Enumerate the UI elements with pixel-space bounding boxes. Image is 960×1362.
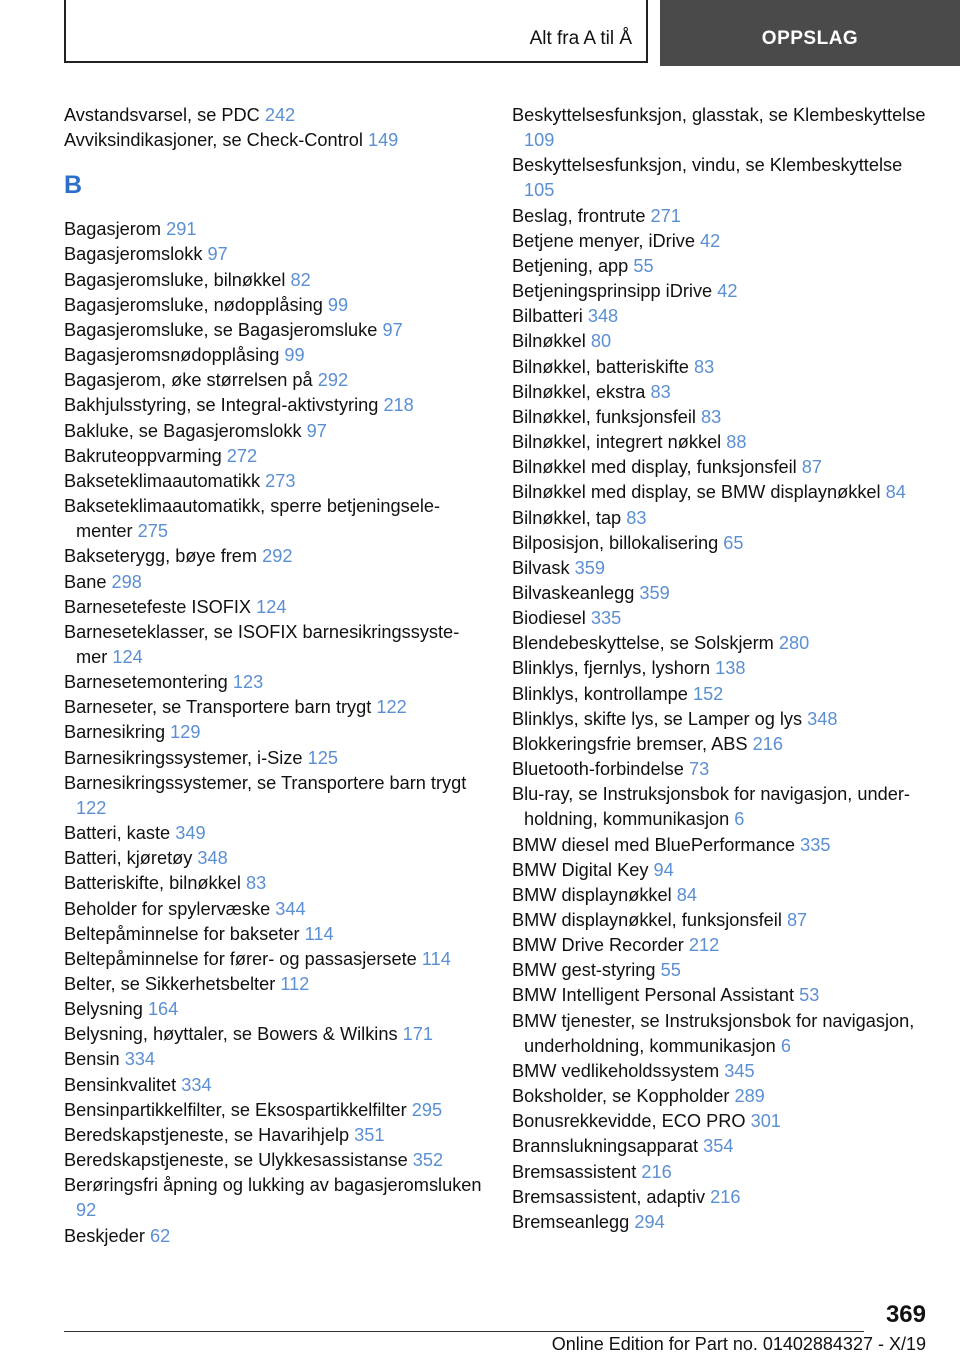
index-entry-text: Belter, se Sikkerhetsbelter: [64, 974, 276, 994]
page-reference-link[interactable]: 105: [524, 180, 555, 201]
page-reference-link[interactable]: 109: [524, 130, 555, 151]
index-entry-text: Bremseanlegg: [512, 1211, 630, 1232]
index-entry: [512, 380, 932, 405]
page-reference-link[interactable]: 216: [641, 1161, 672, 1182]
page-reference-link[interactable]: 216: [752, 733, 783, 754]
index-entry-text: Bagasjeromsnødopplåsing: [64, 345, 280, 366]
index-entry: [64, 871, 484, 896]
index-entry-text: Brannslukningsapparat: [512, 1136, 699, 1157]
page-reference-link[interactable]: 335: [590, 608, 622, 629]
index-entry-text: Barnesikringssystemer, i-Size: [64, 747, 303, 768]
index-entry-text: BMW vedlikeholdssystem: [512, 1060, 720, 1081]
index-entry-text: Bakseteklimaautomatikk, sperre betjeningselementer: [64, 496, 441, 542]
index-entry-text: Bilnøkkel, tap: [512, 507, 622, 528]
page-header: [0, 0, 960, 66]
index-entry-text: Bagasjeromsluke, se Bagasjeromsluke: [64, 319, 378, 340]
index-entry: [512, 581, 932, 606]
index-entry: [512, 958, 932, 983]
page-reference-link[interactable]: 272: [226, 445, 258, 466]
index-column-right: [512, 103, 932, 1235]
page-reference-link[interactable]: 359: [574, 557, 606, 578]
index-entry-text: Bakluke, se Bagasjeromslokk: [64, 420, 302, 441]
index-entry: [512, 153, 932, 203]
page-reference-link[interactable]: 125: [307, 747, 338, 768]
index-entry-text: Batteri, kjøretøy: [64, 848, 193, 869]
page-reference-link[interactable]: 280: [778, 633, 810, 654]
index-entry-text: BMW Drive Recorder: [512, 935, 684, 956]
index-entry: [64, 128, 484, 153]
page-reference-link[interactable]: 97: [382, 319, 403, 340]
index-entry-text: Bilnøkkel med display, funksjonsfeil: [512, 457, 797, 478]
index-entry: [64, 570, 484, 595]
index-entry: [512, 254, 932, 279]
index-entry-text: Bilnøkkel: [512, 331, 586, 352]
index-entry: [64, 469, 484, 494]
index-entry-text: Beskyttelsesfunksjon, glasstak, se Klembeskyttelse: [512, 105, 926, 125]
index-entry: [64, 1123, 484, 1148]
index-entry-text: Bakseteklimaautomatikk: [64, 470, 261, 491]
page-reference-link[interactable]: 6: [734, 809, 745, 830]
page-reference-link[interactable]: 97: [207, 244, 228, 265]
page-reference-link[interactable]: 87: [801, 457, 823, 478]
index-entry-text: Beltepåminnelse for bakseter: [64, 923, 300, 944]
index-entry: [64, 947, 484, 972]
page-reference-link[interactable]: 292: [262, 546, 293, 567]
index-entry-text: Blinklys, skifte lys, se Lamper og lys: [512, 708, 803, 729]
index-entry-text: Beholder for spylervæske: [64, 898, 271, 919]
header-section-box: [660, 0, 960, 66]
index-entry-text: Berøringsfri åpning og lukking av bagasjeromsluken: [64, 1175, 482, 1196]
page-reference-link[interactable]: 289: [734, 1086, 765, 1107]
index-entry-text: Bilvaskeanlegg: [512, 582, 635, 603]
index-entry: [64, 343, 484, 368]
index-entry: [512, 480, 932, 505]
page-reference-link[interactable]: 218: [383, 395, 414, 416]
index-entry-text: Betjeningsprinsipp iDrive: [512, 281, 713, 302]
index-entry: [512, 682, 932, 707]
index-entry-text: Beredskapstjeneste, se Ulykkesassistanse: [64, 1150, 408, 1171]
page-reference-link[interactable]: 83: [626, 507, 647, 528]
index-entry-text: Bilnøkkel, batteriskifte: [512, 356, 689, 377]
index-entry: [512, 229, 932, 254]
index-entry: [512, 833, 932, 858]
index-entry-text: Blinklys, kontrollampe: [512, 683, 688, 704]
index-entry: [64, 1148, 484, 1173]
index-entry-text: Avviksindikasjoner, se Check-Control: [64, 130, 363, 151]
index-entry-text: BMW gest-styring: [512, 960, 656, 981]
index-entry-text: Bane: [64, 571, 107, 592]
index-entry: [512, 430, 932, 455]
page-number: 369: [885, 1301, 926, 1328]
page-reference-link[interactable]: 295: [411, 1099, 443, 1120]
index-entry-text: Bilnøkkel, funksjonsfeil: [512, 406, 696, 427]
index-entry: [64, 595, 484, 620]
page-reference-link[interactable]: 122: [376, 697, 407, 718]
index-entry-text: Batteri, kaste: [64, 823, 171, 844]
index-entry-text: Bremsassistent: [512, 1161, 637, 1182]
index-entry-text: Biodiesel: [512, 608, 586, 629]
index-entry: [512, 757, 932, 782]
index-entry-text: BMW displaynøkkel, funksjonsfeil: [512, 910, 782, 930]
index-entry: [512, 405, 932, 430]
index-entry: [64, 1098, 484, 1123]
index-entry: [64, 1073, 484, 1098]
index-entry: [512, 531, 932, 556]
page-reference-link[interactable]: 114: [304, 923, 334, 944]
page-reference-link[interactable]: 292: [317, 370, 349, 391]
index-entry: [64, 368, 484, 393]
index-entry: [64, 494, 484, 544]
index-entry: [64, 544, 484, 569]
index-entry-text: BMW Digital Key: [512, 859, 649, 880]
page-reference-link[interactable]: 149: [367, 130, 399, 151]
index-entry: [64, 242, 484, 267]
index-entry: [512, 1059, 932, 1084]
index-entry: [64, 318, 484, 343]
index-entry-text: Bremsassistent, adaptiv: [512, 1186, 706, 1207]
page-reference-link[interactable]: 88: [726, 432, 747, 453]
index-entry: [512, 933, 932, 958]
page-reference-link[interactable]: 291: [166, 219, 197, 240]
page-reference-link[interactable]: 123: [232, 672, 264, 693]
page-reference-link[interactable]: 97: [306, 420, 327, 441]
page-reference-link[interactable]: 114: [421, 948, 451, 969]
index-entry-text: Bagasjeromsluke, bilnøkkel: [64, 269, 286, 290]
page-reference-link[interactable]: 359: [639, 582, 670, 603]
index-entry: [512, 506, 932, 531]
index-entry-text: BMW Intelligent Personal Assistant: [512, 985, 795, 1006]
index-entry: [512, 455, 932, 480]
index-entry-text: Blokkeringsfrie bremser, ABS: [512, 733, 748, 754]
index-entry-text: Bagasjerom: [64, 219, 162, 240]
index-entry: [64, 922, 484, 947]
index-entry: [64, 997, 484, 1022]
section-label: OPPSLAG: [761, 28, 859, 49]
page-reference-link[interactable]: 298: [111, 571, 142, 592]
index-entry-text: Beltepåminnelse for fører- og passasjersete: [64, 948, 417, 969]
index-entry-text: Belysning: [64, 999, 143, 1020]
index-entry-text: BMW diesel med BluePerformance: [512, 834, 796, 855]
index-entry-text: Bensinkvalitet: [64, 1074, 177, 1095]
index-letter-heading: B: [64, 171, 83, 200]
index-entry: [512, 883, 932, 908]
page-reference-link[interactable]: 352: [412, 1150, 444, 1171]
page-reference-link[interactable]: 212: [688, 935, 720, 956]
index-entry-text: Barneseteklasser, se ISOFIX barnesikringssystemer: [64, 621, 460, 667]
index-entry-text: Bilvask: [512, 557, 570, 578]
page-reference-link[interactable]: 99: [327, 294, 349, 315]
footer-edition: Online Edition for Part no. 01402884327 - X/19: [551, 1334, 926, 1354]
index-entry: [64, 720, 484, 745]
page-reference-link[interactable]: 129: [170, 722, 201, 743]
index-entry: [512, 631, 932, 656]
index-entry-text: Barnesetefeste ISOFIX: [64, 596, 252, 617]
page-reference-link[interactable]: 138: [715, 658, 746, 679]
index-entry: [64, 897, 484, 922]
page-reference-link[interactable]: 84: [885, 482, 906, 503]
page-reference-link[interactable]: 87: [786, 910, 808, 930]
page-reference-link[interactable]: 83: [693, 356, 715, 377]
page-reference-link[interactable]: 112: [280, 974, 310, 994]
page-reference-link[interactable]: 94: [653, 859, 674, 880]
page-reference-link[interactable]: 124: [256, 596, 287, 617]
page-reference-link[interactable]: 82: [290, 269, 311, 290]
page-reference-link[interactable]: 335: [800, 834, 831, 855]
index-entry-text: Bilnøkkel, integrert nøkkel: [512, 432, 722, 453]
index-entry-text: Bagasjeromsluke, nødopplåsing: [64, 294, 323, 315]
chapter-title: Alt fra A til Å: [529, 28, 632, 49]
index-entry: [512, 103, 932, 153]
index-entry-text: Batteriskifte, bilnøkkel: [64, 873, 241, 894]
page-reference-link[interactable]: 273: [265, 470, 296, 491]
page-reference-link[interactable]: 42: [717, 281, 738, 302]
page-reference-link[interactable]: 62: [149, 1225, 171, 1246]
index-entry-text: Barnesetemontering: [64, 672, 228, 693]
index-entry: [512, 304, 932, 329]
page-reference-link[interactable]: 345: [724, 1060, 755, 1081]
index-entry: [64, 670, 484, 695]
page-reference-link[interactable]: 301: [750, 1111, 781, 1132]
index-entry: [64, 1224, 484, 1249]
index-entry-text: Bagasjeromslokk: [64, 244, 203, 265]
page-reference-link[interactable]: 271: [650, 205, 681, 226]
index-entry: [512, 983, 932, 1008]
index-entry: [512, 279, 932, 304]
page-reference-link[interactable]: 6: [780, 1035, 791, 1056]
index-entry: [512, 908, 932, 933]
index-entry-text: Bonusrekkevidde, ECO PRO: [512, 1111, 746, 1132]
page-reference-link[interactable]: 80: [590, 331, 612, 352]
page-reference-link[interactable]: 122: [76, 797, 107, 818]
index-entry: [64, 620, 484, 670]
index-entry-text: Bakruteoppvarming: [64, 445, 222, 466]
index-entry: [512, 355, 932, 380]
page-reference-link[interactable]: 92: [76, 1200, 97, 1221]
index-entry: [512, 556, 932, 581]
page-reference-link[interactable]: 65: [723, 532, 744, 553]
page-reference-link[interactable]: 216: [710, 1186, 741, 1207]
page-reference-link[interactable]: 55: [633, 255, 654, 276]
page-reference-link[interactable]: 53: [799, 985, 820, 1006]
index-entry: [64, 972, 484, 997]
index-entry-text: Avstandsvarsel, se PDC: [64, 105, 260, 125]
index-entry-text: Betjene menyer, iDrive: [512, 230, 695, 251]
index-entry: [512, 1160, 932, 1185]
index-entry: [512, 707, 932, 732]
index-entry: [64, 1047, 484, 1072]
index-entry-text: Blu-ray, se Instruksjonsbok for navigasjon, underholdning, kommunikasjon: [512, 784, 910, 830]
index-entry: [512, 656, 932, 681]
index-entry: [64, 444, 484, 469]
index-entry-text: BMW displaynøkkel: [512, 884, 672, 905]
index-entry-text: Bensinpartikkelfilter, se Eksospartikkelfilter: [64, 1099, 407, 1120]
page-reference-link[interactable]: 152: [692, 683, 724, 704]
page-reference-link[interactable]: 99: [284, 345, 305, 366]
index-entry-text: Barnesikring: [64, 722, 166, 743]
page-reference-link[interactable]: 294: [634, 1211, 665, 1232]
index-entry: [512, 606, 932, 631]
index-entry-text: Bagasjerom, øke størrelsen på: [64, 370, 313, 391]
index-entry: [64, 1173, 484, 1223]
page-reference-link[interactable]: 348: [807, 708, 838, 729]
index-entry: [64, 103, 484, 128]
index-entry: [64, 821, 484, 846]
index-entry-text: Beredskapstjeneste, se Havarihjelp: [64, 1124, 350, 1145]
index-entry-text: BMW tjenester, se Instruksjonsbok for navigasjon, underholdning, kommunikasjon: [512, 1010, 915, 1056]
index-entry-text: Blinklys, fjernlys, lyshorn: [512, 658, 711, 679]
index-entry: [512, 1134, 932, 1159]
index-entry: [64, 268, 484, 293]
index-entry-text: Bluetooth-forbindelse: [512, 759, 684, 780]
page-reference-link[interactable]: 83: [245, 873, 267, 894]
page-reference-link[interactable]: 354: [703, 1136, 734, 1157]
page-reference-link[interactable]: 348: [197, 848, 228, 869]
page-reference-link[interactable]: 83: [650, 381, 671, 402]
page-reference-link[interactable]: 334: [181, 1074, 212, 1095]
index-entry: [512, 204, 932, 229]
index-entry: [512, 1109, 932, 1134]
index-entry: [64, 217, 484, 242]
index-entry: [512, 1009, 932, 1059]
index-entry: [64, 695, 484, 720]
index-column-left: [64, 103, 484, 1249]
page-reference-link[interactable]: 351: [354, 1124, 385, 1145]
index-entry: [512, 858, 932, 883]
page-reference-link[interactable]: 344: [275, 898, 306, 919]
page-reference-link[interactable]: 84: [676, 884, 697, 905]
page-reference-link[interactable]: 164: [147, 999, 179, 1020]
index-entry-text: Bilnøkkel, ekstra: [512, 381, 646, 402]
index-entry: [512, 329, 932, 354]
index-entry-text: Barneseter, se Transportere barn trygt: [64, 697, 372, 718]
page-reference-link[interactable]: 242: [264, 105, 296, 125]
index-entry-text: Beslag, frontrute: [512, 205, 646, 226]
page-reference-link[interactable]: 334: [124, 1049, 156, 1070]
index-entry-text: Beskyttelsesfunksjon, vindu, se Klembeskyttelse: [512, 155, 903, 176]
index-entry: [64, 1022, 484, 1047]
header-title-box: [64, 0, 648, 63]
index-entry: [64, 746, 484, 771]
index-entry-text: Blendebeskyttelse, se Solskjerm: [512, 633, 774, 654]
index-entry-text: Bensin: [64, 1049, 120, 1070]
index-entry: [64, 846, 484, 871]
index-entry: [64, 771, 484, 821]
index-entry: [64, 419, 484, 444]
index-entry: [512, 1185, 932, 1210]
index-entry: [64, 393, 484, 418]
page-reference-link[interactable]: 275: [137, 521, 169, 542]
index-entry-text: Boksholder, se Koppholder: [512, 1086, 730, 1107]
page-reference-link[interactable]: 171: [402, 1024, 433, 1045]
index-entry-text: Beskjeder: [64, 1225, 145, 1246]
page-reference-link[interactable]: 83: [701, 406, 722, 427]
index-entry-text: Bakseterygg, bøye frem: [64, 546, 258, 567]
page-reference-link[interactable]: 42: [700, 230, 721, 251]
index-entry: [512, 1210, 932, 1235]
index-entry-text: Belysning, høyttaler, se Bowers & Wilkins: [64, 1024, 398, 1045]
index-entry-text: Bilnøkkel med display, se BMW displaynøkkel: [512, 482, 881, 503]
page-reference-link[interactable]: 124: [112, 646, 143, 667]
footer-divider: [64, 1331, 864, 1332]
index-entry-text: Bilbatteri: [512, 306, 583, 327]
page-reference-link[interactable]: 348: [587, 306, 619, 327]
index-entry-text: Betjening, app: [512, 255, 629, 276]
index-entry: [512, 1084, 932, 1109]
page-reference-link[interactable]: 73: [688, 759, 710, 780]
index-entry: [512, 732, 932, 757]
index-entry: [512, 782, 932, 832]
page-reference-link[interactable]: 55: [660, 960, 681, 981]
index-entry-text: Bakhjulsstyring, se Integral-aktivstyring: [64, 395, 379, 416]
index-entry-text: Bilposisjon, billokalisering: [512, 532, 719, 553]
index-entry-text: Barnesikringssystemer, se Transportere barn trygt: [64, 772, 467, 793]
page-reference-link[interactable]: 349: [175, 823, 206, 844]
index-entry: [64, 293, 484, 318]
